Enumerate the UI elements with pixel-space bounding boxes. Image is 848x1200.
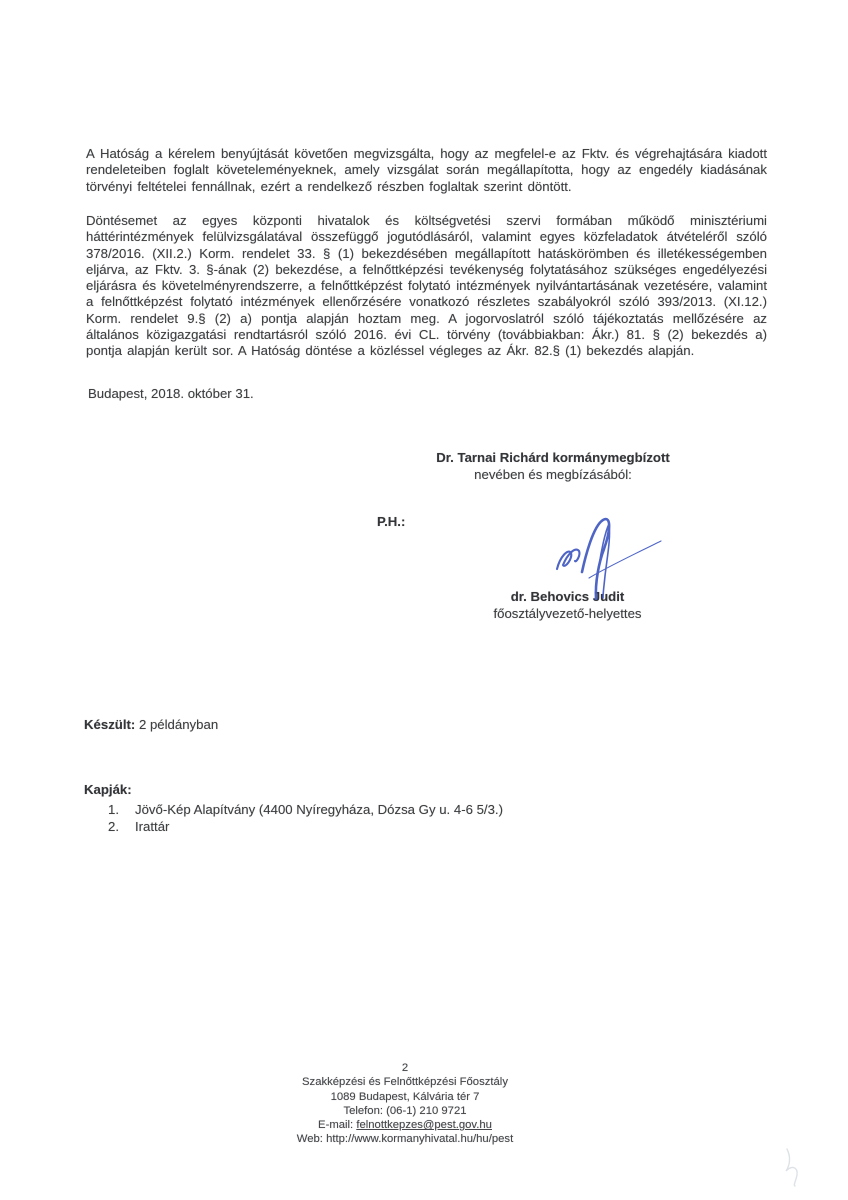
date-line: Budapest, 2018. október 31. (88, 386, 254, 401)
recipients-section (84, 781, 503, 836)
footer-address: 1089 Budapest, Kálvária tér 7 (330, 1090, 480, 1103)
recipient-text: Jövő-Kép Alapítvány (4400 Nyíregyháza, Dózsa Gy u. 4-6 5/3.) (135, 801, 503, 817)
footer-email-label: E-mail: (318, 1119, 357, 1132)
recipient-text: Irattár (135, 819, 170, 834)
copies-line (84, 717, 218, 732)
copies-label: Készült: (84, 717, 136, 732)
copies-value: 2 példányban (135, 717, 219, 732)
footer-web-line: Web: http://www.kormanyhivatal.hu/hu/pest (296, 1133, 514, 1146)
paragraph-legal-basis: Döntésemet az egyes központi hivatalok és költségvetési szervi formában működő minisztériumi háttérintézmények felülvizsgálatával összefüggő jogutódlásáról, valamint egyes közfeladatok átvételéről szóló 378/2016. (XII.2.) Korm. rendelet 33. § (1) bekezdésében megállapított hatáskörömben és illetékességemben eljárva, az Fktv. 3. §-ának (2) bekezdése, a felnőttképzési tevékenység folytatásához szükséges engedélyezési eljárásra és követelményrendszerre, a felnőttképzést folytató intézmények nyilvántartásának vezetésére, valamint a felnőttképzést folytató intézmények ellenőrzésére vonatkozó részletes szabályokról szóló 393/2013. (XI.12.) Korm. rendelet 9.§ (2) a) pontja alapján hoztam meg. A jogorvoslatról szóló tájékoztatás mellőzésére az általános közigazgatási rendtartásról szóló 2016. évi CL. törvény (továbbiakban: Ákr.) 81. § (2) bekezdés a) pontja alapján került sor. A Hatóság döntése a közléssel végleges az Ákr. 82.§ (1) bekezdés alapján. (86, 213, 767, 359)
footer-department: Szakképzési és Felnőttképzési Főosztály (302, 1076, 508, 1089)
paragraph-assessment: A Hatóság a kérelem benyújtását követően megvizsgálta, hogy az megfelel-e az Fktv. és végrehajtására kiadott rendeleteiben foglalt követeleményeknek, amely vizsgálat során megállapította, hogy az engedély kiadásának törvényi feltételei fennállnak, ezért a rendelkező részben foglaltak szerint döntött. (86, 146, 767, 194)
ph-stamp-label: P.H.: (377, 514, 406, 529)
recipient-item (108, 818, 503, 836)
signatory-name: Dr. Tarnai Richárd kormánymegbízott (436, 450, 670, 465)
recipients-label: Kapják: (84, 782, 132, 797)
page-number: 2 (401, 1062, 409, 1074)
signer-title: főosztályvezető-helyettes (493, 605, 642, 621)
recipients-list (108, 801, 503, 836)
footer-email-address: felnottkepzes@pest.gov.hu (356, 1119, 492, 1132)
recipient-number: 1. (108, 801, 119, 817)
signatory-block (363, 450, 743, 483)
footer-email-line (200, 1118, 610, 1132)
footer-phone: Telefon: (06-1) 210 9721 (343, 1104, 467, 1117)
page-footer (200, 1061, 610, 1147)
recipient-item (108, 801, 503, 819)
recipient-number: 2. (108, 819, 119, 834)
corner-scribble-mark (775, 1145, 809, 1189)
handwritten-signature-ink (535, 514, 670, 606)
signatory-on-behalf: nevében és megbízásából: (474, 466, 632, 482)
signer-name: dr. Behovics Judit (510, 589, 625, 604)
